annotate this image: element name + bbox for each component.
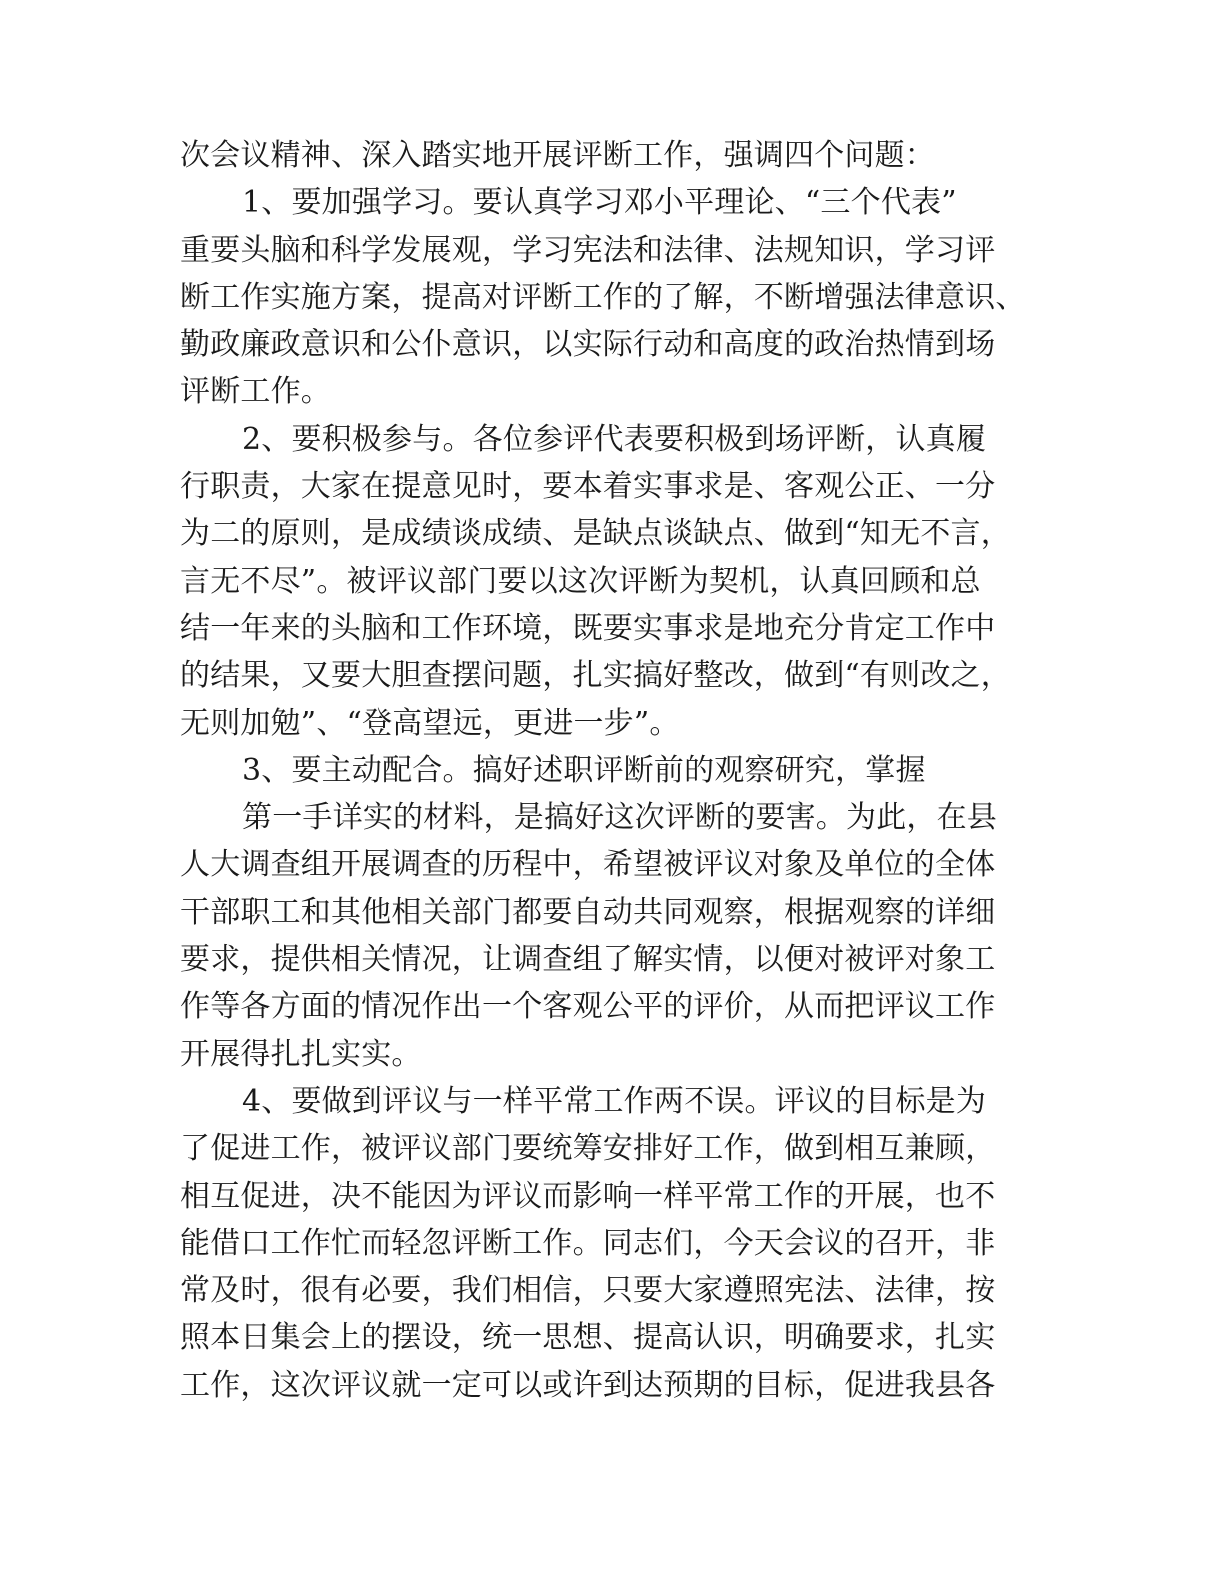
text-line: 了促进工作，被评议部门要统筹安排好工作，做到相互兼顾， [180,1131,996,1167]
body-text [180,132,1060,1409]
text-line: 第一手详实的材料，是搞好这次评断的要害。为此，在县 [242,800,997,836]
text-line: 干部职工和其他相关部门都要自动共同观察，根据观察的详细 [180,894,996,930]
text-line: 重要头脑和科学发展观，学习宪法和法律、法规知识，学习评 [180,232,996,268]
text-line: 结一年来的头脑和工作环境，既要实事求是地充分肯定工作中 [180,610,996,646]
text-line: 为二的原则，是成绩谈成绩、是缺点谈缺点、做到“知无不言， [180,516,1011,552]
text-line: 常及时，很有必要，我们相信，只要大家遵照宪法、法律，按 [180,1273,996,1309]
text-line: 开展得扎扎实实。 [180,1036,422,1072]
text-line: 无则加勉”、“登高望远，更进一步”。 [180,705,680,741]
text-line: 能借口工作忙而轻忽评断工作。同志们，今天会议的召开，非 [180,1225,996,1261]
text-line: 勤政廉政意识和公仆意识，以实际行动和高度的政治热情到场 [180,327,996,363]
text-line: 作等各方面的情况作出一个客观公平的评价，从而把评议工作 [180,989,996,1025]
text-line: 工作，这次评议就一定可以或许到达预期的目标，促进我县各 [180,1367,996,1403]
text-line: 相互促进，决不能因为评议而影响一样平常工作的开展，也不 [180,1178,996,1214]
text-line: 2、要积极参与。各位参评代表要积极到场评断，认真履 [242,421,987,457]
text-line: 断工作实施方案，提高对评断工作的了解，不断增强法律意识、 [180,279,1026,315]
text-line: 评断工作。 [180,374,331,410]
text-line: 照本日集会上的摆设，统一思想、提高认识，明确要求，扎实 [180,1320,996,1356]
text-line: 3、要主动配合。搞好述职评断前的观察研究，掌握 [242,752,926,788]
text-line: 言无不尽”。被评议部门要以这次评断为契机，认真回顾和总 [180,563,981,599]
text-line: 次会议精神、深入踏实地开展评断工作，强调四个问题： [180,138,935,173]
text-line: 的结果，又要大胆查摆问题，扎实搞好整改，做到“有则改之， [180,658,1011,694]
text-line: 4、要做到评议与一样平常工作两不误。评议的目标是为 [242,1083,987,1119]
text-line: 人大调查组开展调查的历程中，希望被评议对象及单位的全体 [180,847,996,883]
text-line: 行职责，大家在提意见时，要本着实事求是、客观公正、一分 [180,469,996,505]
text-line: 要求，提供相关情况，让调查组了解实情，以便对被评对象工 [180,942,996,978]
text-line: 1、要加强学习。要认真学习邓小平理论、“三个代表” [242,185,957,221]
